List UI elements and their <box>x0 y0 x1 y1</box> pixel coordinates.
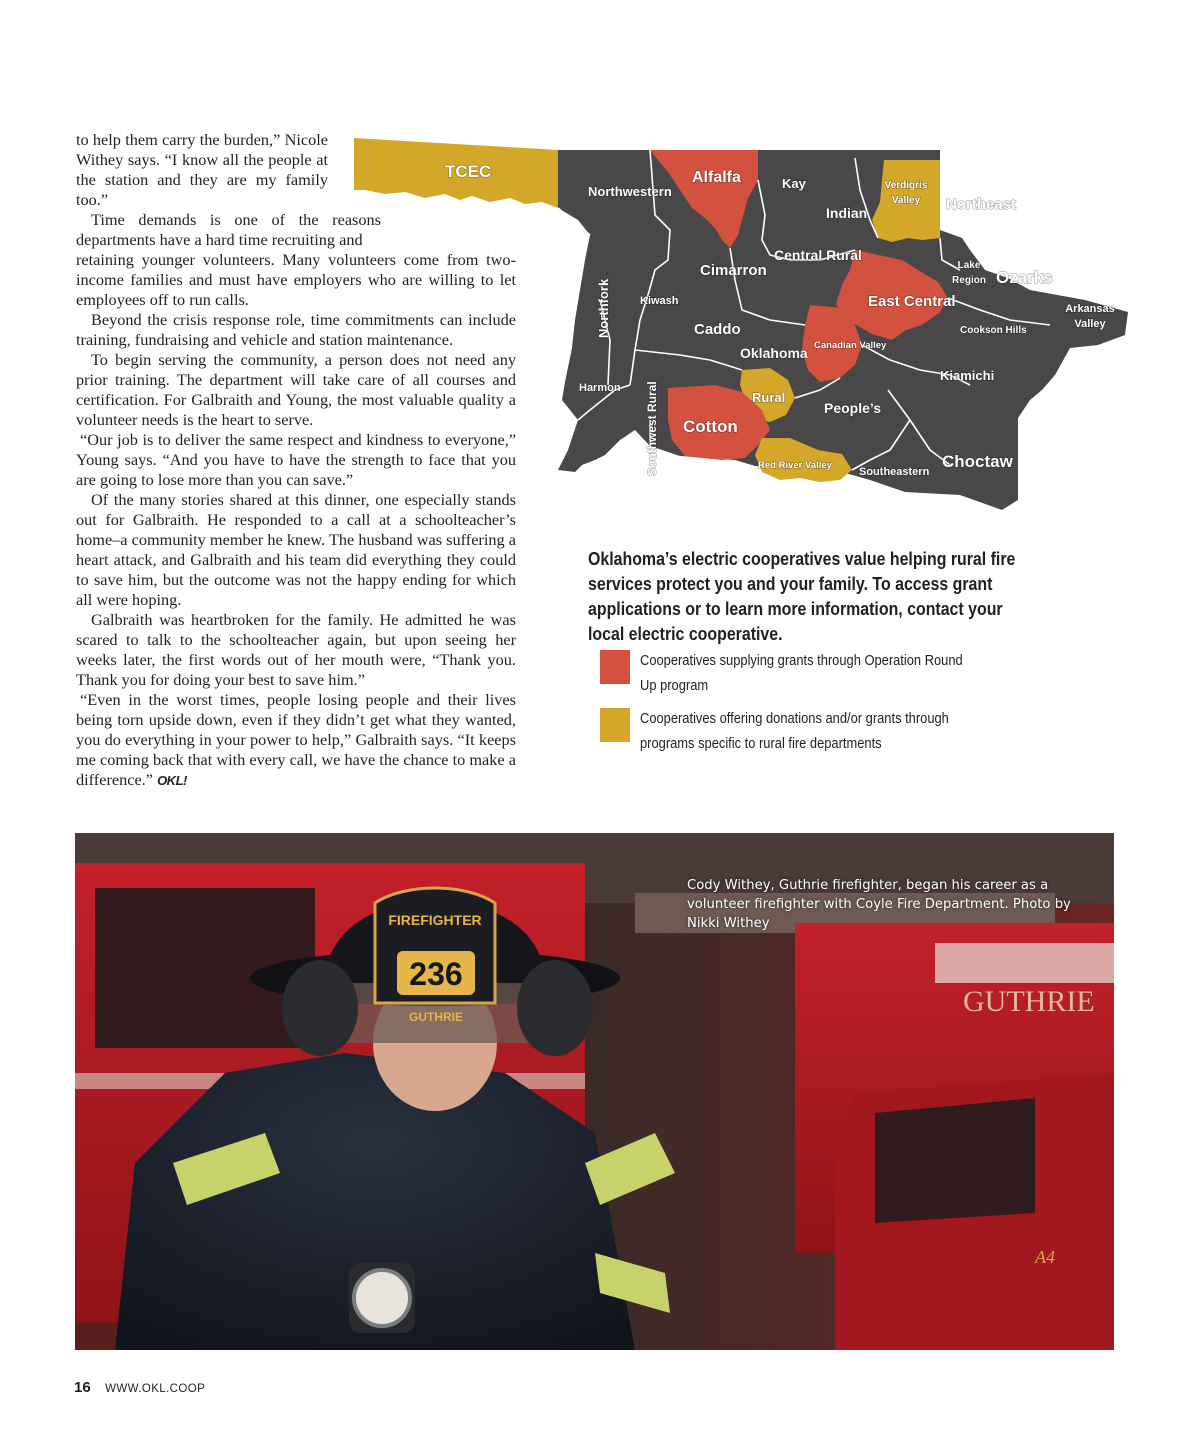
paragraph: Of the many stories shared at this dinner, one especially stands out for Galbraith. He responded to a call at a schoolteacher’s home–a community member he knew. The husband was suffering a heart attack, and Galbraith and his team did everything they could to save him, but the outcome was not the happy ending for which all were hoping. <box>76 490 516 609</box>
map-label-cimarron: Cimarron <box>700 262 767 279</box>
cab-window <box>875 1098 1035 1223</box>
firefighter-photo <box>75 833 1114 1350</box>
map-label-kay: Kay <box>782 176 806 191</box>
map-label-northwestern: Northwestern <box>588 184 672 199</box>
helmet-number: 236 <box>409 956 463 992</box>
flashlight-lens <box>354 1270 410 1326</box>
paragraph-text: “Even in the worst times, people losing people and their lives being torn upside down, even if they didn’t get what they wanted, you do everything in your power to help,” Galbraith says. “It keeps me coming back that with every call, we have the chance to make a difference.” <box>76 690 516 789</box>
ambulance-lettering: GUTHRIE <box>963 985 1095 1018</box>
map-label-verdigris-1: Verdigris <box>884 180 928 191</box>
page-number: 16 <box>74 1379 91 1396</box>
map-legend <box>600 648 1020 764</box>
map-label-central-rural: Central Rural <box>774 247 862 263</box>
map-label-northeast: Northeast <box>946 196 1017 213</box>
legend-swatch-gold <box>600 708 630 742</box>
map-label-peoples: People’s <box>824 400 882 416</box>
right-glove <box>517 960 593 1056</box>
map-label-tcec: TCEC <box>445 162 492 181</box>
map-label-caddo: Caddo <box>694 321 741 338</box>
map-label-indian: Indian <box>826 205 868 221</box>
paragraph: To begin serving the community, a person does not need any prior training. The department will take care of all courses and certification. For Galbraith and Young, the most valuable quality a volunteer needs is the heart to serve. <box>76 350 516 429</box>
ambulance-lightbar <box>935 943 1114 983</box>
map-label-kiwash: Kiwash <box>640 295 679 307</box>
map-label-rural: Rural <box>752 390 786 405</box>
map-label-canadian-valley: Canadian Valley <box>814 340 887 351</box>
map-label-ozarks: Ozarks <box>996 268 1053 287</box>
quote-paragraph: “Our job is to deliver the same respect and kindness to everyone,” Young says. “And you have to have the strength to face that you are going to lose more than you can save.” <box>76 430 516 489</box>
paragraph: retaining younger volunteers. Many volunteers come from two-income families and must have employers who are willing to let employees off to run calls. <box>76 250 516 309</box>
helmet-shield-top: FIREFIGHTER <box>388 912 482 928</box>
map-label-red-river-valley: Red River Valley <box>758 460 832 471</box>
quote-paragraph <box>76 690 516 791</box>
photo-caption: Cody Withey, Guthrie firefighter, began his career as a volunteer firefighter with Coyle Fire Department. Photo by Nikki Withey <box>687 878 1071 931</box>
legend-item-round-up <box>600 648 1020 698</box>
legend-label: Cooperatives supplying grants through Operation Round Up program <box>640 652 963 694</box>
website-link[interactable]: WWW.OKL.COOP <box>105 1383 206 1395</box>
map-label-northfork: Northfork <box>596 278 611 338</box>
map-label-harmon: Harmon <box>579 382 621 394</box>
oklahoma-cooperatives-map <box>350 120 1140 525</box>
left-glove <box>282 960 358 1056</box>
paragraph: Time demands is one of the reasons departments have a hard time recruiting and <box>76 210 381 249</box>
legend-swatch-red <box>600 650 630 684</box>
map-label-lake-region-2: Region <box>952 275 986 286</box>
helmet-shield-bottom: GUTHRIE <box>409 1010 463 1024</box>
map-label-southwest-rural: Southwest Rural <box>645 381 659 476</box>
map-label-alfalfa: Alfalfa <box>692 169 741 186</box>
map-label-arkansas-valley-2: Valley <box>1074 318 1106 330</box>
map-label-oklahoma: Oklahoma <box>740 345 808 361</box>
legend-label: Cooperatives offering donations and/or grants through programs specific to rural fire departments <box>640 710 949 752</box>
map-label-southeastern: Southeastern <box>859 466 930 478</box>
map-label-choctaw: Choctaw <box>942 452 1013 471</box>
cab-unit-number: A4 <box>1035 1247 1055 1267</box>
map-tagline: Oklahoma’s electric cooperatives value helping rural fire services protect you and your family. To access grant applications or to learn more information, contact your local electric cooperative. <box>588 548 1016 644</box>
legend-item-fire-programs <box>600 706 1020 756</box>
map-label-kiamichi: Kiamichi <box>940 368 995 383</box>
page-footer <box>74 1379 205 1397</box>
map-label-lake-region-1: Lake <box>957 260 981 271</box>
map-label-arkansas-valley-1: Arkansas <box>1065 303 1115 315</box>
paragraph: Galbraith was heartbroken for the family. He admitted he was scared to talk to the schoolteacher again, but upon seeing her weeks later, the first words out of her mouth were, “Thank you. Thank you for doing your best to save him.” <box>76 610 516 689</box>
map-label-cookson-hills: Cookson Hills <box>960 325 1027 336</box>
paragraph: to help them carry the burden,” Nicole Withey says. “I know all the people at the station and they are my family too.” <box>76 130 328 209</box>
end-mark-logo: OKL! <box>157 773 187 788</box>
paragraph: Beyond the crisis response role, time commitments can include training, fundraising and vehicle and station maintenance. <box>76 310 516 349</box>
map-label-east-central: East Central <box>868 293 956 310</box>
map-label-verdigris-2: Valley <box>891 195 921 206</box>
map-label-cotton: Cotton <box>683 417 738 436</box>
